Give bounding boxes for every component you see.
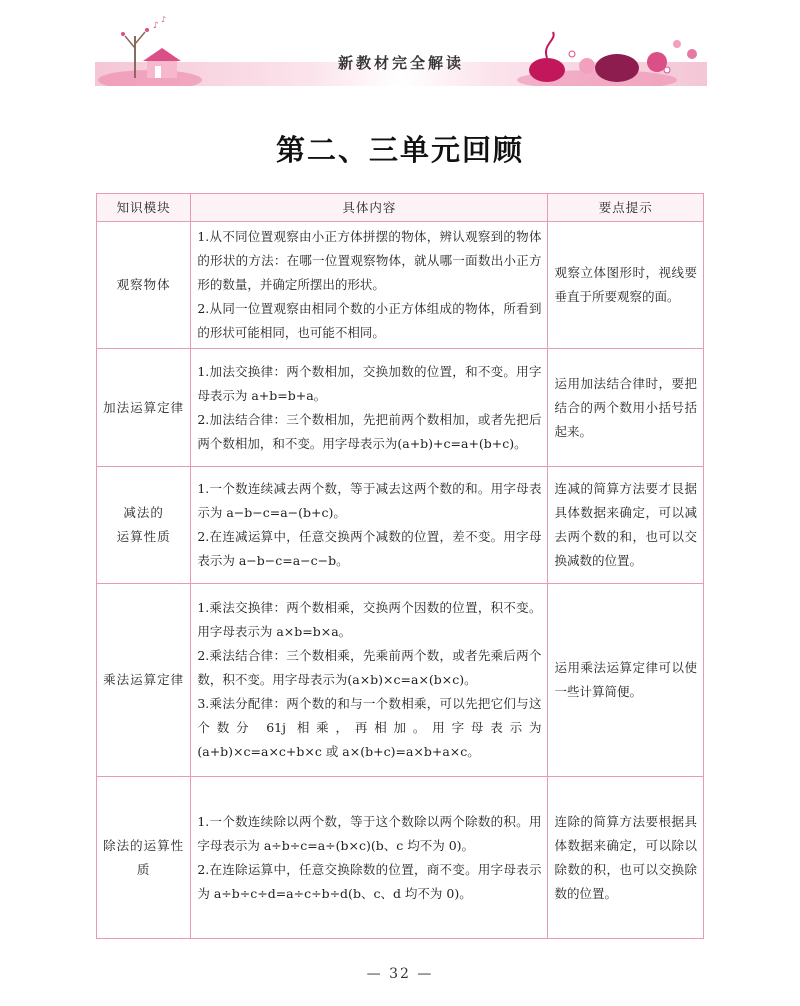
tree-house-illustration-icon [95, 14, 215, 86]
module-cell [97, 467, 191, 584]
tips-cell [548, 467, 704, 584]
tips-text: 运用乘法运算定律可以使一些计算简便。 [554, 660, 697, 699]
header-tips: 要点提示 [548, 194, 704, 222]
content-item: 1.从不同位置观察由小正方体拼摆的物体，辨认观察到的物体的形状的方法：在哪一位置观察物体，就从哪一面数出小正方形的数量，并确定所摆出的形状。 [197, 229, 542, 292]
table-header-row [97, 194, 704, 222]
flower-bush-illustration-icon [517, 14, 707, 86]
module-cell [97, 584, 191, 777]
table-row [97, 777, 704, 939]
module-cell [97, 222, 191, 349]
content-item: 2.加法结合律：三个数相加，先把前两个数相加，或者先把后两个数相加，和不变。用字母表示为(a+b)+c=a+(b+c)。 [197, 411, 542, 451]
table-row [97, 222, 704, 349]
table-row [97, 584, 704, 777]
tips-cell [548, 349, 704, 467]
module-label: 运算性质 [116, 529, 171, 544]
tips-text: 连除的简算方法要根据具体数据来确定，可以除以除数的积，也可以交换除数的位置。 [554, 813, 697, 901]
module-cell [97, 777, 191, 939]
table-row [97, 349, 704, 467]
content-item: 2.在连除运算中，任意交换除数的位置，商不变。用字母表示为 a÷b÷c÷d=a÷c÷b÷d(b、c、d 均不为 0)。 [197, 861, 542, 901]
module-label: 除法的运算性质 [103, 837, 185, 877]
svg-text:♪: ♪ [153, 21, 159, 31]
book-title: 新教材完全解读 [337, 54, 464, 72]
content-item: 1.加法交换律：两个数相加，交换加数的位置，和不变。用字母表示为 a+b=b+a。 [197, 363, 542, 403]
svg-text:♪: ♪ [161, 15, 167, 24]
content-cell [191, 584, 548, 777]
header-content: 具体内容 [191, 194, 548, 222]
tips-text: 观察立体图形时，视线要垂直于所要观察的面。 [554, 265, 697, 304]
tips-text: 运用加法结合律时，要把结合的两个数用小括号括起来。 [554, 375, 697, 439]
content-item: 1.一个数连续除以两个数，等于这个数除以两个除数的积。用字母表示为 a÷b÷c=a÷(b×c)(b、c 均不为 0)。 [197, 813, 542, 853]
content-cell [191, 222, 548, 349]
module-label: 加法运算定律 [103, 399, 185, 415]
content-item: 2.乘法结合律：三个数相乘，先乘前两个数，或者先乘后两个数，积不变。用字母表示为(a×b)×c=a×(b×c)。 [197, 648, 542, 687]
content-item: 2.从同一位置观察由相同个数的小正方体组成的物体，所看到的形状可能相同，也可能不相同。 [197, 301, 542, 340]
content-item: 3.乘法分配律：两个数的和与一个数相乘，可以先把它们与这个数分 61j 相乘，再相加。用字母表示为(a+b)×c=a×c+b×c 或 a×(b+c)=a×b+a×c。 [197, 696, 542, 759]
header-banner [95, 14, 707, 86]
module-label: 乘法运算定律 [103, 672, 185, 687]
content-item: 2.在连减运算中，任意交换两个减数的位置，差不变。用字母表示为 a−b−c=a−c−b。 [197, 529, 542, 568]
module-label: 观察物体 [116, 277, 171, 292]
header-module: 知识模块 [97, 194, 191, 222]
tips-cell [548, 222, 704, 349]
content-cell [191, 777, 548, 939]
content-cell [191, 467, 548, 584]
tips-cell [548, 777, 704, 939]
table-row [97, 467, 704, 584]
module-label: 减法的 [123, 505, 164, 520]
content-item: 1.一个数连续减去两个数，等于减去这两个数的和。用字母表示为 a−b−c=a−(b+c)。 [197, 481, 542, 520]
tips-text: 连减的简算方法要才艮据具体数据来确定，可以减去两个数的和，也可以交换减数的位置。 [554, 481, 697, 568]
page-number: — 32 — [366, 966, 434, 982]
content-item: 1.乘法交换律：两个数相乘，交换两个因数的位置，积不变。用字母表示为 a×b=b×a。 [197, 600, 542, 639]
content-cell [191, 349, 548, 467]
review-table [96, 193, 704, 939]
tips-cell [548, 584, 704, 777]
page-title: 第二、三单元回顾 [275, 133, 524, 167]
module-cell [97, 349, 191, 467]
